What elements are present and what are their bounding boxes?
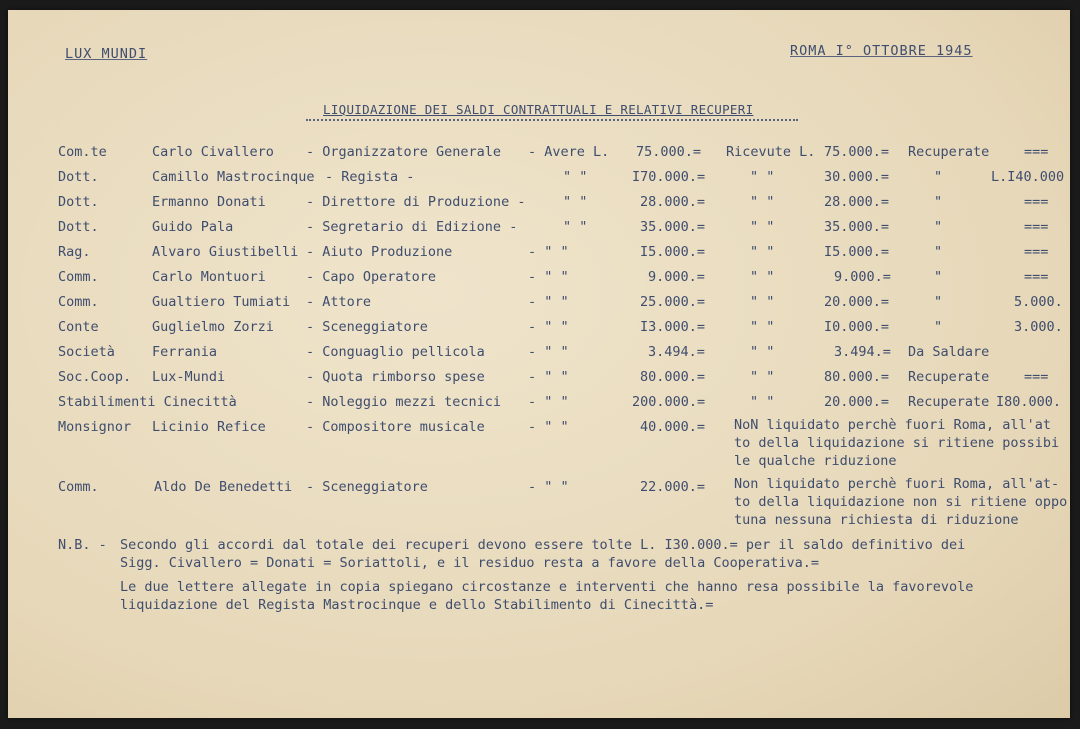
company-header: LUX MUNDI [65,46,148,62]
cell-name: Aldo De Benedetti [154,479,293,495]
cell-name: Camillo Mastrocinque [152,169,315,185]
closing-line: Le due lettere allegate in copia spiegano circostanze e interventi che hanno resa possibile la favorevole [120,579,974,595]
note-line: to della liquidazione non si ritiene oppo [734,494,1068,510]
cell-role: - Aiuto Produzione [306,244,453,260]
document-page [8,10,1070,718]
cell-avere: - " " [528,269,569,285]
cell-status: Recuperate [908,144,990,160]
cell-title: Conte [58,319,99,335]
cell-avere: - " " [528,419,569,435]
cell-title: Società [58,344,115,360]
cell-avere-amount: 40.000.= [640,419,706,435]
cell-avere: - " " [528,294,569,310]
document-title: LIQUIDAZIONE DEI SALDI CONTRATTUALI E RELATIVI RECUPERI [323,102,754,117]
cell-avere: - " " [528,394,569,410]
cell-name: Carlo Civallero [152,144,274,160]
cell-avere: " " [563,169,588,185]
cell-ricevute-amount: 20.000.= [824,394,890,410]
cell-role: - Capo Operatore [306,269,437,285]
cell-ricevute: " " [750,344,775,360]
cell-ricevute: Ricevute L. [726,144,816,160]
cell-avere-amount: 3.494.= [648,344,705,360]
cell-ricevute-amount: 9.000.= [834,269,891,285]
cell-status: " [934,294,943,310]
nb-line: Secondo gli accordi dal totale dei recuperi devono essere tolte L. I30.000.= per il saldo definitivo dei [120,537,966,553]
cell-avere-amount: 28.000.= [640,194,706,210]
cell-avere-amount: 80.000.= [640,369,706,385]
cell-ricevute: " " [750,244,775,260]
cell-ricevute-amount: 80.000.= [824,369,890,385]
cell-avere: - " " [528,344,569,360]
cell-title: Comm. [58,269,99,285]
cell-recovered: L.I40.000 [991,169,1065,185]
cell-ricevute: " " [750,269,775,285]
closing-line: liquidazione del Regista Mastrocinque e dello Stabilimento di Cinecittà.= [120,597,714,613]
cell-role: - Segretario di Edizione - [306,219,518,235]
cell-status: " [934,194,943,210]
cell-ricevute: " " [750,194,775,210]
cell-status: Da Saldare [908,344,990,360]
note-line: Non liquidato perchè fuori Roma, all'at- [734,476,1060,492]
cell-ricevute: " " [750,294,775,310]
cell-status: " [934,269,943,285]
cell-ricevute-amount: 20.000.= [824,294,890,310]
cell-avere: " " [563,219,588,235]
cell-avere-amount: I70.000.= [632,169,706,185]
cell-title: Rag. [58,244,91,260]
cell-avere: " " [563,194,588,210]
cell-name: Carlo Montuori [152,269,266,285]
nb-line: Sigg. Civallero = Donati = Soriattoli, e il residuo resta a favore della Cooperativa.= [120,555,819,571]
cell-title: Soc.Coop. [58,369,132,385]
cell-recovered: I80.000. [996,394,1062,410]
cell-ricevute-amount: 75.000.= [824,144,890,160]
cell-title: Dott. [58,194,99,210]
cell-name: Lux-Mundi [152,369,226,385]
cell-recovered: 3.000. [1014,319,1063,335]
cell-title: Dott. [58,169,99,185]
cell-avere-amount: 9.000.= [648,269,705,285]
cell-avere: - Avere L. [528,144,610,160]
cell-title: Comm. [58,479,99,495]
cell-title: Dott. [58,219,99,235]
cell-ricevute: " " [750,319,775,335]
cell-role: - Sceneggiatore [306,479,428,495]
cell-ricevute: " " [750,394,775,410]
cell-avere: - " " [528,479,569,495]
cell-role: - Noleggio mezzi tecnici [306,394,502,410]
cell-title: Monsignor [58,419,132,435]
cell-status: " [934,319,943,335]
cell-avere-amount: I3.000.= [640,319,706,335]
cell-ricevute-amount: I5.000.= [824,244,890,260]
cell-status: " [934,244,943,260]
cell-recovered: 5.000. [1014,294,1063,310]
note-line: NoN liquidato perchè fuori Roma, all'at [734,417,1051,433]
cell-status: Recuperate [908,369,990,385]
cell-role: - Compositore musicale [306,419,485,435]
cell-avere-amount: 200.000.= [632,394,706,410]
cell-name: Ermanno Donati [152,194,266,210]
cell-status: Recuperate [908,394,990,410]
cell-role: - Regista - [325,169,415,185]
cell-avere: - " " [528,319,569,335]
cell-avere-amount: 75.000.= [636,144,702,160]
cell-ricevute-amount: I0.000.= [824,319,890,335]
cell-status: " [934,219,943,235]
cell-avere-amount: 35.000.= [640,219,706,235]
cell-recovered: === [1024,244,1049,260]
note-line: tuna nessuna richiesta di riduzione [734,512,1019,528]
cell-role: - Direttore di Produzione - [306,194,526,210]
cell-role: - Sceneggiatore [306,319,428,335]
cell-role: - Conguaglio pellicola [306,344,485,360]
cell-avere-amount: 25.000.= [640,294,706,310]
cell-ricevute: " " [750,219,775,235]
nb-label: N.B. - [58,537,107,553]
cell-name: Guglielmo Zorzi [152,319,274,335]
cell-recovered: === [1024,269,1049,285]
cell-ricevute-amount: 30.000.= [824,169,890,185]
note-line: le qualche riduzione [734,453,897,469]
cell-name: Licinio Refice [152,419,266,435]
cell-ricevute-amount: 28.000.= [824,194,890,210]
cell-recovered: === [1024,144,1049,160]
cell-ricevute-amount: 35.000.= [824,219,890,235]
cell-role: - Organizzatore Generale [306,144,502,160]
cell-ricevute: " " [750,369,775,385]
cell-role: - Quota rimborso spese [306,369,485,385]
cell-name: Alvaro Giustibelli [152,244,299,260]
title-underline [306,119,798,121]
cell-title: Com.te [58,144,107,160]
cell-avere-amount: 22.000.= [640,479,706,495]
cell-avere: - " " [528,369,569,385]
cell-avere: - " " [528,244,569,260]
cell-title: Stabilimenti Cinecittà [58,394,237,410]
cell-name: Guido Pala [152,219,234,235]
cell-name: Ferrania [152,344,218,360]
note-line: to della liquidazione si ritiene possibi [734,435,1060,451]
cell-recovered: === [1024,369,1049,385]
cell-name: Gualtiero Tumiati [152,294,291,310]
cell-ricevute-amount: 3.494.= [834,344,891,360]
cell-recovered: === [1024,194,1049,210]
cell-role: - Attore [306,294,372,310]
cell-ricevute: " " [750,169,775,185]
cell-status: " [934,169,943,185]
cell-avere-amount: I5.000.= [640,244,706,260]
cell-title: Comm. [58,294,99,310]
date-header: ROMA I° OTTOBRE 1945 [790,43,973,59]
cell-recovered: === [1024,219,1049,235]
